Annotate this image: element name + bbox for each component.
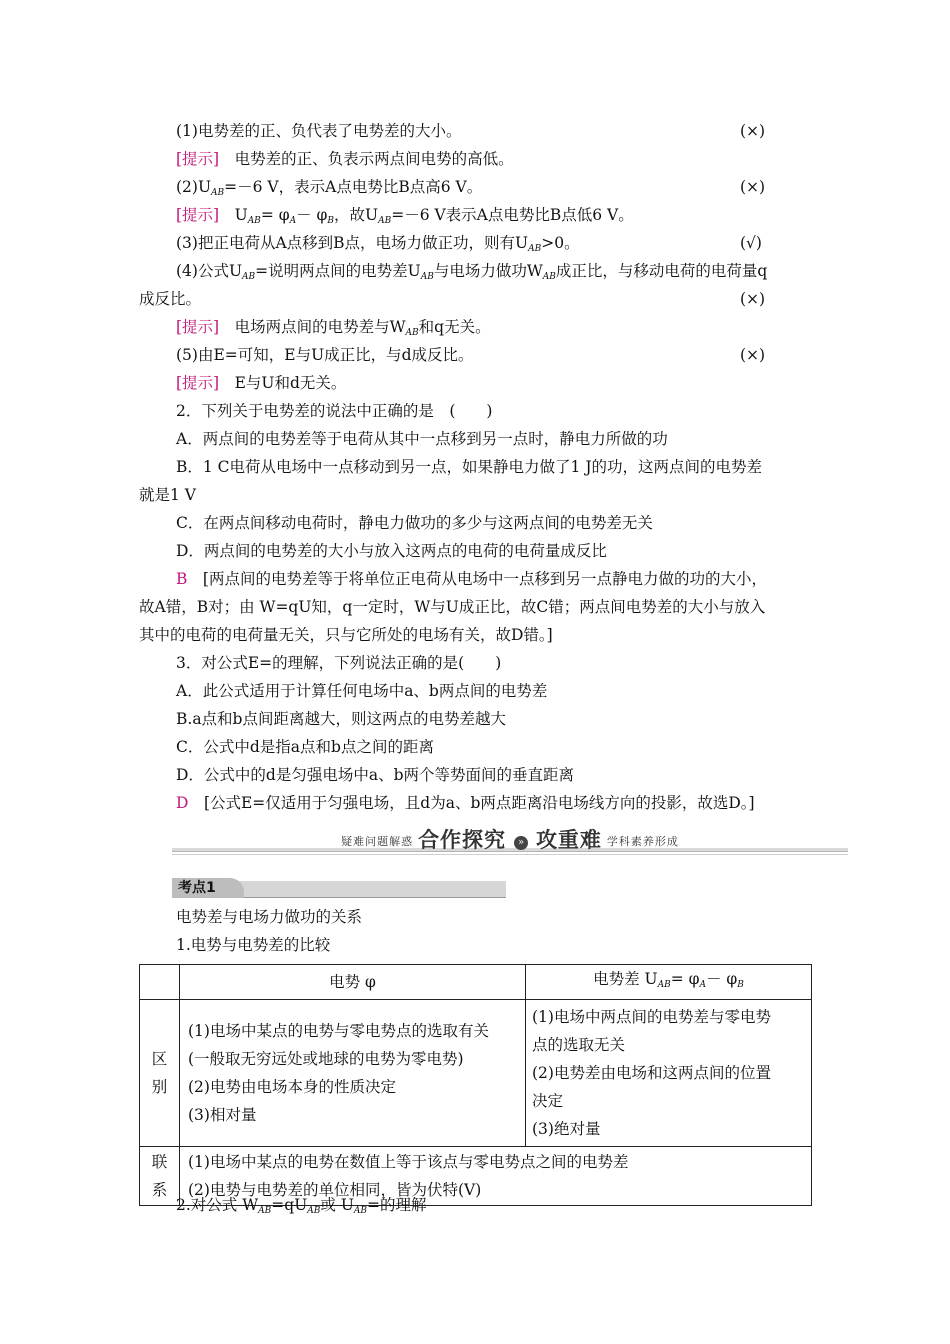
comparison-table bbox=[139, 964, 812, 1206]
q3-option-c: C．公式中d是指a点和b点之间的距离 bbox=[176, 738, 434, 756]
q2-option-a: A．两点间的电势差等于电荷从其中一点移到另一点时，静电力所做的功 bbox=[176, 430, 668, 448]
statement-4-cont: 成反比。 bbox=[139, 290, 202, 308]
q2-explanation-2: 故A错，B对；由 W=qU知，q一定时，W与U成正比，故C错；两点间电势差的大小与放入 bbox=[139, 598, 766, 616]
answer-letter: D bbox=[176, 794, 189, 812]
table-corner-cell bbox=[140, 965, 180, 1000]
statement-2: $(2)U_{AB}=-6$ V，表示A点电势比B点高6 V。 bbox=[176, 178, 483, 198]
hint-5: [提示] E与U和d无关。 bbox=[176, 374, 347, 392]
q2-option-b-cont: 就是1 V bbox=[139, 486, 196, 504]
subsection-2: 2.对公式 $W_{AB}=qU_{AB}$或 $U_{AB}=$的理解 bbox=[176, 1196, 427, 1216]
q2-option-c: C．在两点间移动电荷时，静电力做功的多少与这两点间的电势差无关 bbox=[176, 514, 653, 532]
judgement-mark: (×) bbox=[740, 346, 766, 364]
q2-answer: B [两点间的电势差等于将单位正电荷从电场中一点移到另一点静电力做的功的大小， bbox=[176, 570, 767, 588]
table-header-cell: 电势 φ bbox=[180, 965, 526, 1000]
hint-4: [提示] 电场两点间的电势差与$W_{AB}$和q无关。 bbox=[176, 318, 491, 338]
q3-option-d: D．公式中的d是匀强电场中a、b两个等势面间的垂直距离 bbox=[176, 766, 575, 784]
q2-option-b: B．1 C电荷从电场中一点移动到另一点，如果静电力做了1 J的功，这两点间的电势差 bbox=[176, 458, 763, 476]
question-3-stem: 3．对公式E=的理解，下列说法正确的是( ) bbox=[176, 654, 502, 672]
judgement-mark: (√) bbox=[740, 234, 762, 252]
table-header-cell: 电势差 $U_{AB}= \varphi_A- \varphi_B$ bbox=[526, 965, 812, 1000]
q3-option-a: A．此公式适用于计算任何电场中a、b两点间的电势差 bbox=[176, 682, 548, 700]
judgement-mark: (×) bbox=[740, 122, 766, 140]
row-label: 联系 bbox=[140, 1147, 180, 1206]
table-cell: (1)电场中某点的电势在数值上等于该点与零电势点之间的电势差 (2)电势与电势差的单位相同，皆为伏特(V) bbox=[180, 1147, 812, 1206]
banner-rule bbox=[172, 854, 848, 855]
arrow-right-icon: » bbox=[514, 836, 528, 850]
section-title: 电势差与电场力做功的关系 bbox=[176, 908, 363, 926]
section-banner bbox=[172, 822, 848, 858]
question-2-stem: 2．下列关于电势差的说法中正确的是 ( ) bbox=[176, 402, 493, 420]
table-header-row bbox=[140, 965, 812, 1000]
q2-option-d: D．两点间的电势差的大小与放入这两点的电荷的电荷量成反比 bbox=[176, 542, 607, 560]
q3-answer: D [公式E=仅适用于匀强电场，且d为a、b两点距离沿电场线方向的投影，故选D。] bbox=[176, 794, 755, 812]
statement-3: (3)把正电荷从A点移到B点，电场力做正功，则有$U_{AB}>0$。 bbox=[176, 234, 580, 254]
table-cell: (1)电场中两点间的电势差与零电势 点的选取无关 (2)电势差由电场和这两点间的位置 决定 (3)绝对量 bbox=[526, 1000, 812, 1147]
table-row bbox=[140, 1000, 812, 1147]
statement-5: (5)由E=可知，E与U成正比，与d成反比。 bbox=[176, 346, 474, 364]
table-cell: (1)电场中某点的电势与零电势点的选取有关 (一般取无穷远处或地球的电势为零电势) (2)电势由电场本身的性质决定 (3)相对量 bbox=[180, 1000, 526, 1147]
subsection-1: 1.电势与电势差的比较 bbox=[176, 936, 331, 954]
statement-1: (1)电势差的正、负代表了电势差的大小。 bbox=[176, 122, 462, 140]
hint-1: [提示] 电势差的正、负表示两点间电势的高低。 bbox=[176, 150, 514, 168]
banner-text: 疑难问题解惑 合作探究 » 攻重难 学科素养形成 bbox=[341, 828, 679, 852]
q2-explanation-3: 其中的电荷的电荷量无关，只与它所处的电场有关，故D错。] bbox=[139, 626, 553, 644]
answer-letter: B bbox=[176, 570, 188, 588]
topic-tag bbox=[172, 878, 506, 898]
judgement-mark: (×) bbox=[740, 178, 766, 196]
row-label: 区别 bbox=[140, 1000, 180, 1147]
q3-option-b: B.a点和b点间距离越大，则这两点的电势差越大 bbox=[176, 710, 506, 728]
hint-2: [提示] $U_{AB}= \varphi_A- \varphi_B$，故$U_{AB}=-6$ V表示A点电势比B点低6 V。 bbox=[176, 206, 634, 226]
topic-tag-label: 考点1 bbox=[172, 878, 244, 898]
statement-4: (4)公式$U_{AB}=$说明两点间的电势差$U_{AB}$与电场力做功$W_{AB}$成正比，与移动电荷的电荷量q bbox=[176, 262, 768, 282]
judgement-mark: (×) bbox=[740, 290, 766, 308]
